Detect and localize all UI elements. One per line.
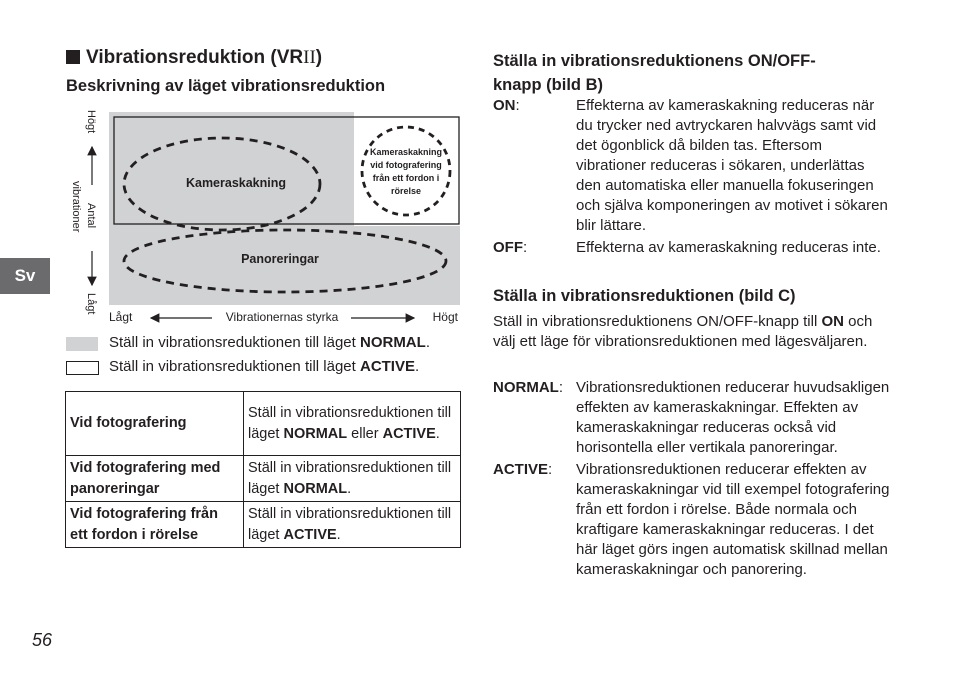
subheading: Beskrivning av läget vibrationsreduktion	[66, 77, 386, 95]
legend-active: Ställ in vibrationsreduktionen till läget ACTIVE.	[109, 358, 420, 375]
section-heading	[66, 47, 322, 69]
vehicle-shake-circle	[362, 127, 450, 215]
onoff-heading: Ställa in vibrationsreduktionens ON/OFF- knapp (bild B)	[493, 52, 816, 94]
page-number: 56	[32, 630, 53, 650]
y-axis-low: Lågt	[85, 293, 97, 315]
onoff-definitions	[493, 96, 893, 258]
table-row	[66, 392, 461, 456]
table-row	[66, 456, 461, 502]
mode-table	[65, 391, 461, 548]
x-axis-low: Lågt	[109, 310, 133, 324]
table-row-value: Ställ in vibrationsreduktionen till läget ACTIVE.	[244, 502, 461, 548]
table-row-label: Vid fotografering med panoreringar	[66, 456, 244, 502]
mode-intro: Ställ in vibrationsreduktionens ON/OFF-knapp till ON och välj ett läge för vibrationsreduktionen med lägesväljaren.	[493, 313, 873, 350]
off-definition: OFF: Effekterna av kameraskakning reduceras inte.	[493, 239, 881, 256]
table-row-label: Vid fotografering	[66, 392, 244, 456]
panning-label: Panoreringar	[241, 252, 319, 266]
y-axis-high: Högt	[85, 110, 97, 134]
normal-region-top	[109, 112, 354, 226]
mode-heading: Ställa in vibrationsreduktionen (bild C)	[493, 287, 796, 305]
heading-text: Vibrationsreduktion (VR	[86, 47, 304, 68]
table-row	[66, 502, 461, 548]
mode-definitions	[493, 378, 893, 580]
table-row-value: Ställ in vibrationsreduktionen till läget NORMAL.	[244, 456, 461, 502]
normal-definition: NORMAL: Vibrationsreduktionen reducerar huvudsakligen effekten av kameraskakningar. Effekten av kameraskakningar reduceras också vid horisontella eller vertikala panoreringar.	[493, 379, 890, 456]
x-axis-high: Högt	[432, 310, 458, 324]
heading-close: )	[315, 47, 323, 68]
vehicle-label-2: vid fotografering	[370, 160, 442, 170]
legend-normal: Ställ in vibrationsreduktionen till läget NORMAL.	[109, 334, 430, 351]
vr-diagram	[62, 105, 472, 330]
vehicle-label-1: Kameraskakning	[369, 147, 443, 157]
legend-swatch-active	[66, 361, 99, 375]
y-axis-label-1: Antal	[85, 203, 97, 229]
vehicle-label-3: från ett fordon i	[372, 173, 440, 183]
legend-swatch-normal	[66, 337, 98, 351]
x-axis-label: Vibrationernas styrka	[225, 310, 339, 324]
table-row-value: Ställ in vibrationsreduktionen till läget NORMAL eller ACTIVE.	[244, 392, 461, 456]
camera-shake-label: Kameraskakning	[185, 176, 287, 190]
on-definition: ON: Effekterna av kameraskakning reduceras när du trycker ned avtryckaren halvvägs samt vid det ögonblick då bilden tas. Eftersom vibrationer reduceras i sökaren, underlättas den automatiska eller manuella fokuseringen och själva komponeringen av motivet i sökaren blir lättare.	[493, 97, 888, 234]
language-tab: Sv	[0, 258, 50, 294]
table-row-label: Vid fotografering från ett fordon i rörelse	[66, 502, 244, 548]
heading-vr-suffix: II	[303, 47, 316, 68]
vehicle-label-4: rörelse	[390, 186, 422, 196]
active-definition: ACTIVE: Vibrationsreduktionen reducerar effekten av kameraskakningar vid till exempel fotografering från ett fordon i rörelse. Både normala och kraftigare kameraskakningar reduceras. I det här läget görs ingen automatisk skillnad mellan kameraskakningar och panorering.	[493, 461, 890, 578]
square-bullet-icon	[66, 50, 80, 64]
y-axis-label-2: vibrationer	[70, 181, 82, 233]
